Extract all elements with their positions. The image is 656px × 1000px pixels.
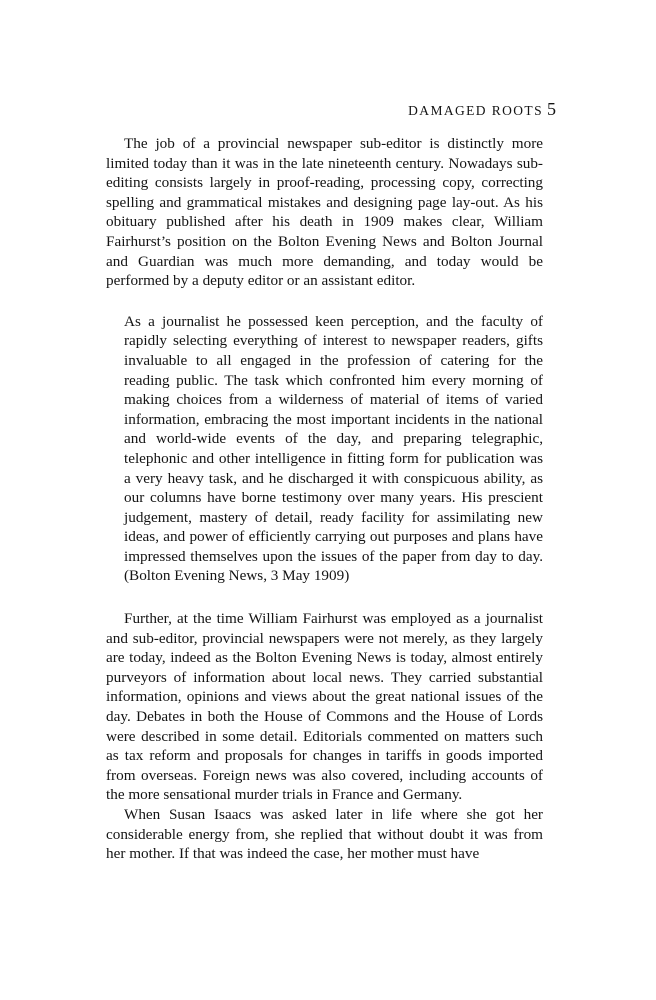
- paragraph: Further, at the time William Fairhurst was employed as a journalist and sub-editor, provincial newspapers were not merely, as they largely are today, indeed as the Bolton Evening News is today, almost entirely purveyors of information about local news. They carried substantial information, opinions and views about the great national issues of the day. Debates in both the House of Commons and the House of Lords were described in some detail. Editorials commented on matters such as tax reform and proposals for changes in tariffs in goods imported from overseas. Foreign news was also covered, including accounts of the more sensational murder trials in France and Germany.: [106, 610, 543, 804]
- paragraph: When Susan Isaacs was asked later in life where she got her considerable energy from, she replied that without doubt it was from her mother. If that was indeed the case, her mother must have: [106, 806, 543, 863]
- page-number: 5: [547, 99, 556, 119]
- block-quote: As a journalist he possessed keen perception, and the faculty of rapidly selecting everything of interest to newspaper readers, gifts invaluable to all engaged in the profession of catering for the reading public. The task which confronted him every morning of making choices from a wilderness of material of items of varied information, embracing the most important incidents in the national and world-wide events of the day, and preparing telegraphic, telephonic and other intelligence in fitting form for publication was a very heavy task, and he discharged it with conspicuous ability, as our columns have borne testimony over many years. His prescient judgement, mastery of detail, ready facility for assimilating new ideas, and power of efficiently carrying out purposes and plans have impressed themselves upon the issues of the paper from day to day. (Bolton Evening News, 3 May 1909): [124, 312, 543, 585]
- running-head: DAMAGED ROOTS: [408, 103, 543, 118]
- body-text: [106, 134, 543, 864]
- paragraph: The job of a provincial newspaper sub-editor is distinctly more limited today than it was in the late nineteenth century. Nowadays sub-editing consists largely in proof-reading, processing copy, correcting spelling and grammatical mistakes and designing page lay-out. As his obituary published after his death in 1909 makes clear, William Fairhurst’s position on the Bolton Evening News and Bolton Journal and Guardian was much more demanding, and today would be performed by a deputy editor or an assistant editor.: [106, 135, 543, 290]
